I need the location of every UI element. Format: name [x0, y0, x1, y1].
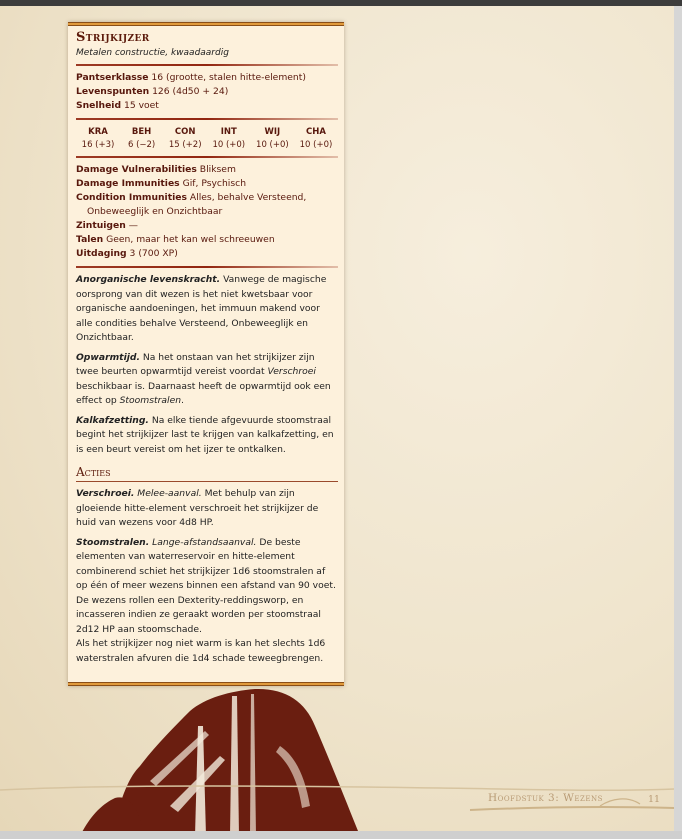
damage-immunities-line — [76, 177, 338, 191]
creature-name: Strijkijzer — [76, 30, 150, 45]
senses-value: — — [128, 220, 138, 231]
creature-type: Metalen constructie, kwaadaardig — [76, 48, 229, 58]
ability-cha — [296, 125, 336, 151]
ability-scores — [76, 125, 338, 151]
page-number: 11 — [648, 794, 661, 805]
languages-label: Talen — [76, 234, 104, 245]
trait-reference: Stoomstralen — [119, 395, 182, 406]
hit-points-line — [76, 85, 338, 99]
hit-points-label: Levenspunten — [76, 86, 150, 97]
trait-name: Anorganische levenskracht. — [76, 274, 221, 285]
trait-name: Kalkafzetting. — [76, 414, 149, 426]
tapered-rule — [76, 118, 338, 120]
trait-text: Vanwege de magische oorsprong van dit wezen is het niet kwetsbaar voor organische aandoeningen, het immuun makend voor alle condities behalve Versteend, Onbeweeglijk en Onzichtbaar. — [76, 274, 327, 343]
action-name: Verschroei. — [76, 488, 135, 499]
action-text: Met behulp van zijn gloeiende hitte-element verschroeit het strijkijzer de huid van wezens voor 4d8 HP. — [76, 488, 319, 528]
tapered-rule — [76, 266, 338, 268]
challenge-line — [76, 247, 338, 261]
ability-score: 16 (+3) — [81, 140, 115, 150]
trait-text: beschikbaar is. Daarnaast heeft de opwarmtijd ook een effect op — [76, 380, 331, 406]
damage-immunities-label: Damage Immunities — [76, 178, 180, 189]
ability-score: 6 (−2) — [127, 140, 156, 150]
vertical-scrollbar[interactable] — [674, 6, 682, 831]
condition-immunities-value: Alles, behalve Versteend, Onbeweeglijk en Onzichtbaar — [87, 192, 307, 217]
chapter-footer: Hoofdstuk 3: Wezens — [488, 792, 603, 804]
trait-text: . — [181, 395, 184, 406]
ability-name: WIJ — [264, 127, 281, 137]
trait-limescale — [76, 414, 338, 458]
armor-class-line — [76, 71, 338, 85]
trait-text: Na elke tiende afgevuurde stoomstraal begint het strijkijzer last te krijgen van kalkafzetting, en is een beurt vereist om het ijzer te ontkalken. — [76, 414, 334, 455]
ability-con — [165, 125, 205, 151]
tapered-rule — [76, 156, 338, 158]
languages-line — [76, 233, 338, 247]
ability-name: BEH — [131, 127, 152, 137]
challenge-label: Uitdaging — [76, 248, 127, 259]
challenge-value: 3 (700 XP) — [129, 248, 178, 259]
tapered-rule — [76, 64, 338, 66]
condition-immunities-line — [76, 191, 338, 219]
action-text: Als het strijkijzer nog niet warm is kan het slechts 1d6 waterstralen afvuren die 1d4 schade teweegbrengen. — [76, 638, 326, 664]
damage-vulnerabilities-value: Bliksem — [199, 164, 236, 175]
trait-name: Opwarmtijd. — [76, 351, 140, 363]
ability-name: CON — [174, 127, 196, 137]
stat-block-bottom-bar — [68, 682, 344, 686]
trait-warmup — [76, 351, 338, 409]
speed-value: 15 voet — [123, 100, 159, 111]
trait-anorganic — [76, 273, 338, 346]
armor-class-label: Pantserklasse — [76, 72, 149, 83]
senses-label: Zintuigen — [76, 220, 126, 231]
trait-reference: Verschroei — [267, 366, 316, 377]
ability-score: 10 (+0) — [256, 140, 289, 150]
ability-wij — [252, 125, 292, 151]
ability-score: 10 (+0) — [299, 140, 333, 150]
ability-score: 10 (+0) — [212, 140, 246, 150]
hit-points-value: 126 (4d50 + 24) — [152, 86, 229, 97]
damage-vulnerabilities-label: Damage Vulnerabilities — [76, 164, 197, 175]
action-scorch — [76, 487, 338, 531]
action-text: De beste elementen van waterreservoir en hitte-element combinerend schiet het strijkijzer 1d6 stoomstralen af op één of meer wezens binnen een afstand van 90 voet. De wezens rollen een Dexterity-reddingsworp, en incasseren indien ze geraakt worden per stoomstraal 2d12 HP aan stoomschade. — [76, 536, 336, 635]
damage-vulnerabilities-line — [76, 163, 338, 177]
damage-immunities-value: Gif, Psychisch — [182, 178, 247, 189]
stat-block — [68, 22, 344, 686]
ability-beh — [122, 125, 162, 151]
action-name: Stoomstralen. — [76, 536, 150, 548]
actions-heading: Acties — [76, 465, 111, 479]
stat-block-top-bar — [68, 22, 344, 26]
speed-line — [76, 99, 338, 113]
actions-rule — [76, 481, 338, 482]
action-kind: Melee-aanval. — [137, 488, 202, 499]
action-steam-jets — [76, 536, 338, 638]
ability-kra — [78, 125, 118, 151]
document-page — [0, 6, 674, 831]
ability-int — [209, 125, 249, 151]
action-kind: Lange-afstandsaanval. — [152, 536, 257, 548]
trait-text: Na het onstaan van het strijkijzer zijn twee beurten opwarmtijd vereist voordat — [76, 351, 315, 377]
speed-label: Snelheid — [76, 100, 122, 111]
condition-immunities-label: Condition Immunities — [76, 192, 187, 203]
ability-name: CHA — [306, 127, 326, 137]
senses-line — [76, 219, 338, 233]
languages-value: Geen, maar het kan wel schreeuwen — [106, 234, 275, 245]
armor-class-value: 16 (grootte, stalen hitte-element) — [151, 72, 306, 83]
ability-name: KRA — [88, 127, 108, 137]
action-steam-jets-extra — [76, 637, 338, 666]
horizontal-scrollbar[interactable] — [0, 831, 682, 839]
ability-name: INT — [220, 127, 237, 137]
ability-score: 15 (+2) — [168, 140, 202, 150]
